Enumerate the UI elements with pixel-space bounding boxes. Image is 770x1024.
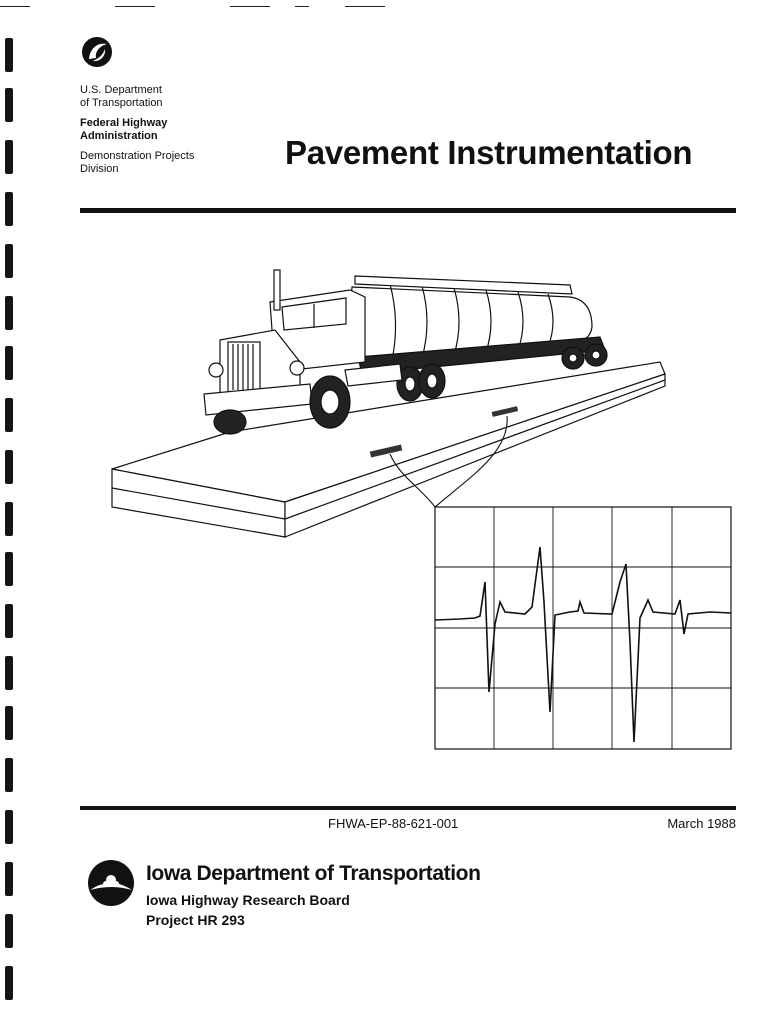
agency-block bbox=[80, 84, 270, 176]
division-line: Demonstration Projects bbox=[80, 150, 195, 162]
scan-mark bbox=[115, 6, 155, 7]
iowa-dot-name: Iowa Department of Transportation bbox=[146, 862, 481, 885]
binding-mark bbox=[5, 38, 13, 72]
binding-mark bbox=[5, 656, 13, 690]
binding-mark bbox=[5, 140, 13, 174]
department-line: of Transportation bbox=[80, 97, 163, 109]
administration-line: Administration bbox=[80, 130, 158, 142]
binding-mark bbox=[5, 914, 13, 948]
binding-mark bbox=[5, 966, 13, 1000]
binding-mark bbox=[5, 192, 13, 226]
scan-mark bbox=[0, 6, 30, 7]
binding-mark bbox=[5, 296, 13, 330]
binding-mark bbox=[5, 502, 13, 536]
binding-mark bbox=[5, 706, 13, 740]
binding-mark bbox=[5, 244, 13, 278]
research-board: Iowa Highway Research Board bbox=[146, 892, 350, 908]
spiral-binding bbox=[0, 0, 20, 1024]
page-title: Pavement Instrumentation bbox=[285, 134, 693, 171]
administration-line: Federal Highway bbox=[80, 117, 168, 129]
bottom-divider bbox=[80, 806, 736, 810]
truck-illustration bbox=[100, 262, 740, 757]
usdot-logo-icon bbox=[80, 32, 114, 72]
division-line: Division bbox=[80, 163, 119, 175]
binding-mark bbox=[5, 810, 13, 844]
binding-mark bbox=[5, 862, 13, 896]
scan-mark bbox=[295, 6, 309, 7]
scan-mark bbox=[230, 6, 270, 7]
department-line: U.S. Department bbox=[80, 84, 162, 96]
binding-mark bbox=[5, 88, 13, 122]
binding-mark bbox=[5, 450, 13, 484]
binding-mark bbox=[5, 758, 13, 792]
publication-date: March 1988 bbox=[667, 816, 736, 831]
scan-mark bbox=[345, 6, 385, 7]
top-divider bbox=[80, 208, 736, 213]
binding-mark bbox=[5, 552, 13, 586]
binding-mark bbox=[5, 604, 13, 638]
signal-trace-panel bbox=[435, 507, 731, 749]
iowa-dot-logo-icon bbox=[86, 858, 136, 908]
binding-mark bbox=[5, 346, 13, 380]
document-number: FHWA-EP-88-621-001 bbox=[328, 816, 459, 831]
project-number: Project HR 293 bbox=[146, 912, 245, 928]
binding-mark bbox=[5, 398, 13, 432]
